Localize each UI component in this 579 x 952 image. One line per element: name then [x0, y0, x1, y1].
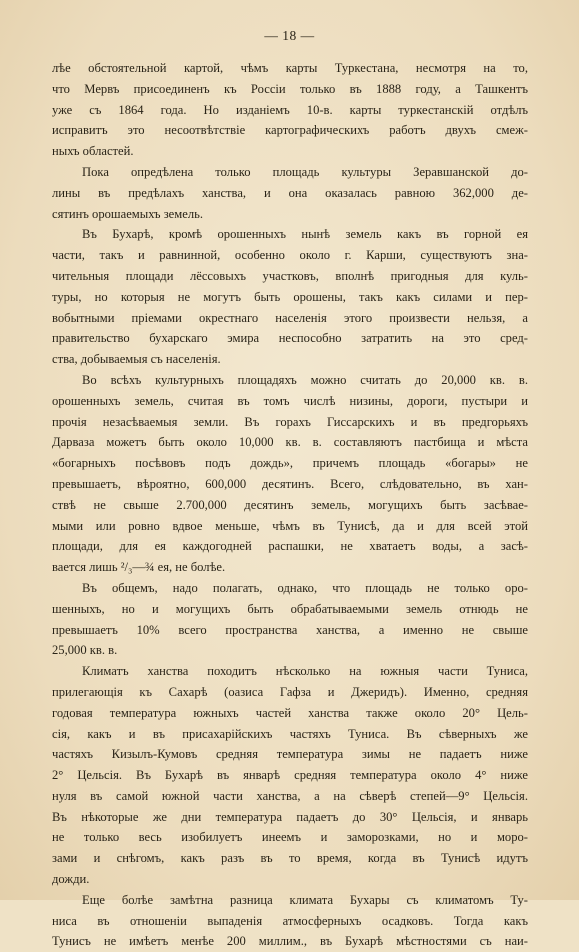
text-line: дожди.	[52, 872, 90, 887]
text-line: Въ нѣкоторые же дни температура падаетъ до 30° Цельсiя, и январь	[52, 809, 528, 824]
text-line: чительныя площади лёссовыхъ участковъ, вполнѣ пригодныя для куль-	[52, 268, 528, 283]
text-line: площади, для ея каждогодней распашки, не хватаетъ воды, а засѣ-	[52, 539, 528, 554]
text-line: «богарныхъ посѣвовъ подъ дождь», причемъ площадь «богары» не	[52, 456, 528, 471]
text-line: Пока опредѣлена только площадь культуры Зеравшанской до-	[82, 164, 528, 179]
text-line: шенныхъ, но и могущихъ быть обрабатываемыми земель отнюдь не	[52, 601, 528, 616]
text-line: зами и снѣгомъ, какъ разъ въ то время, когда въ Тунисѣ идутъ	[52, 851, 528, 866]
text-line: уже съ 1864 года. Но изданiемъ 10-в. карты туркестанскiй отдѣлъ	[52, 102, 528, 117]
text-line: годовая температура южныхъ частей ханства также около 20° Цель-	[52, 705, 528, 720]
text-line: Во всѣхъ культурныхъ площадяхъ можно считать до 20,000 кв. в.	[82, 372, 528, 387]
text-line: превышаетъ, вѣроятно, 600,000 десятинъ. Всего, слѣдовательно, въ хан-	[52, 476, 528, 491]
text-line: нуля въ самой южной части ханства, а на сѣверѣ степей—9° Цельсiя.	[52, 788, 528, 803]
text-line: превышаетъ 10% всего пространства ханства, а именно не свыше	[52, 622, 528, 637]
text-line: туры, но которыя не могутъ быть орошены, такъ какъ силами и пер-	[52, 289, 528, 304]
text-line: лѣе обстоятельной картой, чѣмъ карты Туркестана, несмотря на то,	[52, 61, 528, 75]
text-line: орошенныхъ земель, считая въ томъ числѣ низины, дороги, пустыри и	[52, 393, 528, 408]
text-line: 2° Цельсiя. Въ Бухарѣ въ январѣ средняя температура около 4° ниже	[52, 768, 528, 783]
text-line: ства, добываемыя съ населенiя.	[52, 352, 221, 367]
text-line: не только весь изобилуетъ инеемъ и заморозками, но и моро-	[52, 830, 528, 845]
text-line: Климатъ ханства походитъ нѣсколько на южныя части Туниса,	[82, 664, 528, 679]
text-line: Въ Бухарѣ, кромѣ орошенныхъ нынѣ земель какъ въ горной ея	[82, 227, 528, 242]
text-line: ствѣ не свыше 2.700,000 десятинъ земель, могущихъ быть засѣвае-	[52, 497, 528, 512]
text-line: что Мервъ присоединенъ къ Россiи только въ 1888 году, а Ташкентъ	[52, 81, 528, 96]
text-line: ныхъ областей.	[52, 144, 134, 159]
text-line: Еще болѣе замѣтна разница климата Бухары съ климатомъ Ту-	[82, 892, 528, 907]
text-line: вается лишь ²/₃—¾ ея, не болѣе.	[52, 560, 226, 575]
text-line: Въ общемъ, надо полагать, однако, что площадь не только оро-	[82, 580, 528, 595]
text-line: прилегающiя къ Сахарѣ (оазиса Гафза и Джеридъ). Именно, средняя	[52, 684, 528, 699]
text-line: сiя, какъ и въ присахарiйскихъ частяхъ Туниса. Въ сѣверныхъ же	[52, 726, 528, 741]
text-line: 25,000 кв. в.	[52, 643, 118, 658]
text-line: ниса въ отношенiи выпаденiя атмосферныхъ осадковъ. Тогда какъ	[52, 913, 528, 928]
text-line: сятинъ орошаемыхъ земель.	[52, 206, 204, 221]
text-line: Дарваза можетъ быть около 10,000 кв. в. составляютъ пастбища и мѣста	[52, 435, 528, 450]
page-number: — 18 —	[264, 28, 315, 43]
text-line: исправитъ это несоотвѣтствiе картографическихъ работъ двухъ смеж-	[52, 123, 528, 138]
text-line: мыми или ровно вдвое меньше, чѣмъ въ Тунисѣ, да и для всей этой	[52, 518, 528, 533]
text-line: прочiя незасѣваемыя земли. Въ горахъ Гиссарскихъ и въ предгорьяхъ	[52, 414, 528, 429]
body-text	[52, 58, 528, 952]
text-line: правительство бухарскаго эмира неспособно затратить на это сред-	[52, 331, 528, 346]
text-line: лины въ предѣлахъ ханства, и она оказалась равною 362,000 де-	[52, 185, 528, 200]
text-line: частяхъ Кизылъ-Кумовъ средняя температура зимы не падаетъ ниже	[52, 747, 528, 762]
text-line: части, такъ и равнинной, особенно около г. Карши, существуютъ зна-	[52, 248, 528, 263]
text-line: вобытными прiемами окрестнаго населенiя этого произвести нельзя, а	[52, 310, 528, 325]
text-line: Тунисъ не имѣетъ менѣе 200 миллим., въ Бухарѣ мѣстностями съ наи-	[52, 934, 528, 949]
